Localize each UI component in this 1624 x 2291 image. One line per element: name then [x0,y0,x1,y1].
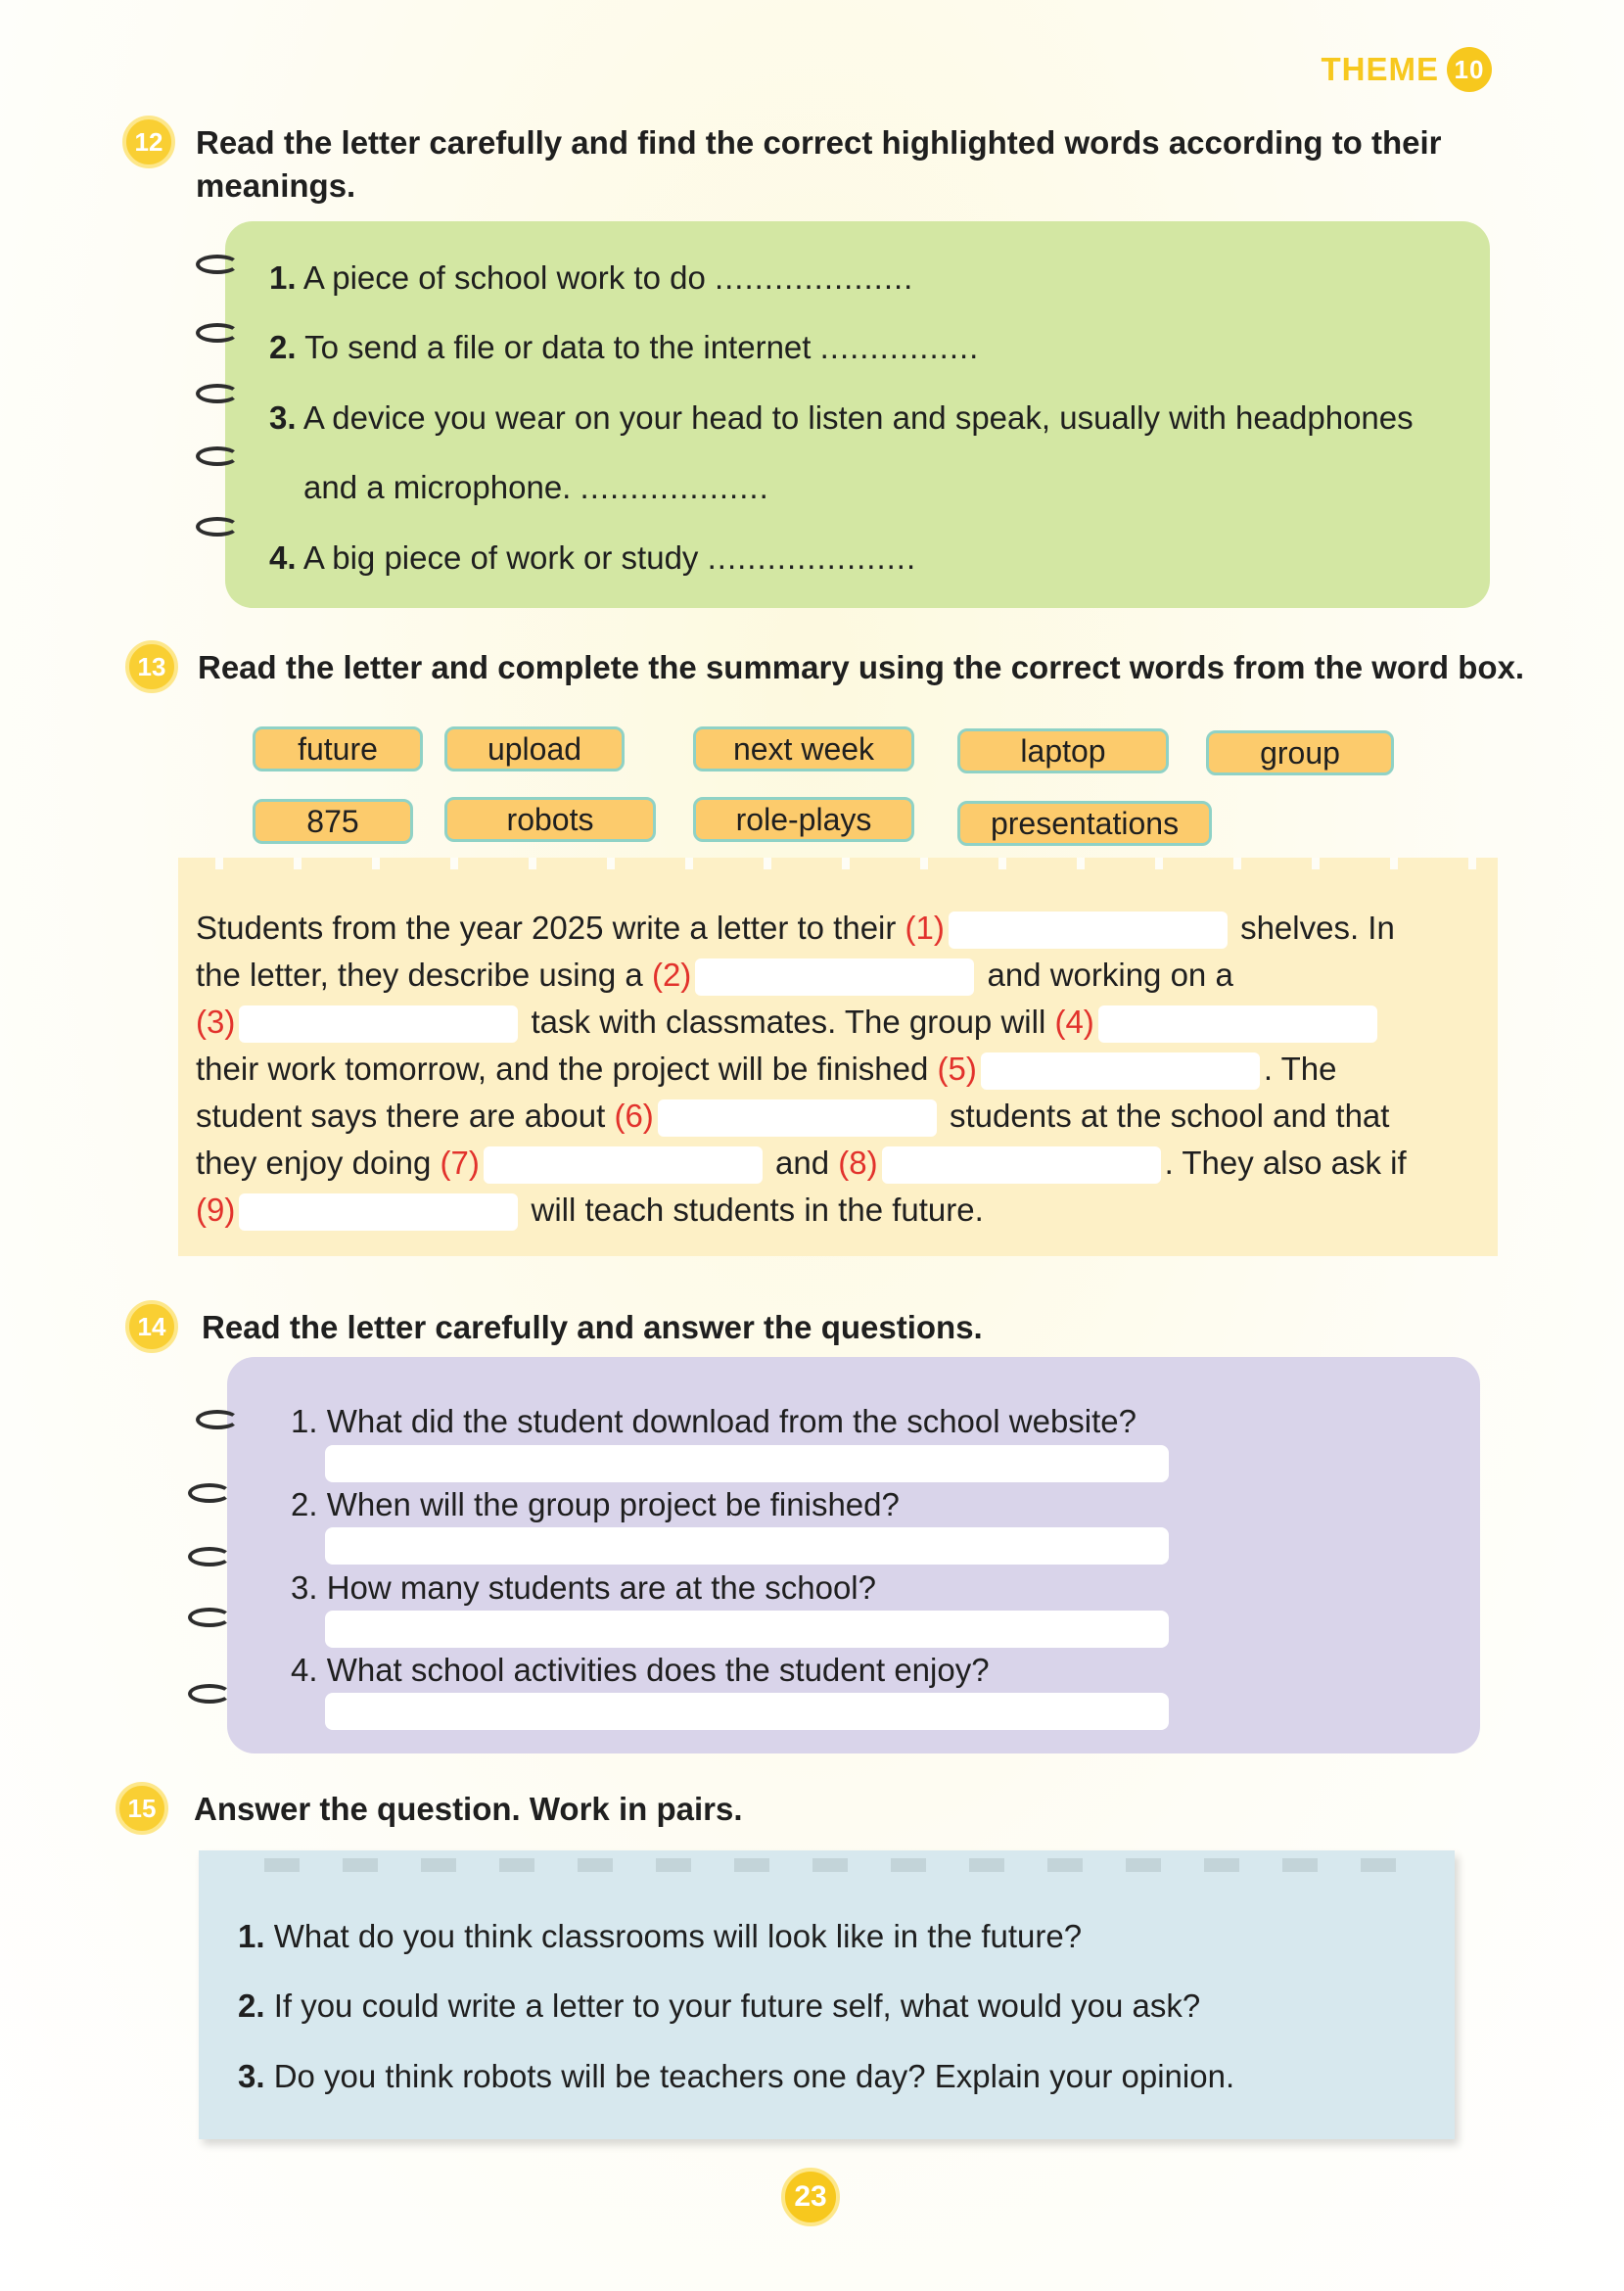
exercise-15-title: Answer the question. Work in pairs. [194,1791,743,1827]
item-number: 4. [269,539,297,576]
summary-text: they enjoy doing [196,1145,432,1181]
item-text: If you could write a letter to your future self, what would you ask? [273,1987,1201,2024]
summary-text: . The [1263,1051,1337,1087]
answer-blank[interactable] [658,1099,937,1137]
answer-field[interactable] [325,1445,1169,1482]
tape-strip [656,1858,691,1872]
exercise-12-item-continuation [303,466,769,509]
tape-strip [264,1858,300,1872]
summary-text: their work tomorrow, and the project will be finished [196,1051,929,1087]
summary-text: . They also ask if [1164,1145,1407,1181]
spiral-ring-icon [196,1410,239,1429]
word-chip[interactable]: presentations [957,801,1212,846]
discussion-question [238,1915,1082,1958]
exercise-14-number: 14 [125,1300,178,1353]
answer-blank[interactable] [239,1193,518,1231]
item-text: What do you think classrooms will look like in the future? [273,1918,1083,1954]
exercise-14-title: Read the letter carefully and answer the questions. [202,1309,983,1345]
answer-dots[interactable]: .................... [714,259,914,296]
word-chip[interactable]: next week [693,726,914,771]
item-text: A device you wear on your head to listen and speak, usually with headphones [302,399,1414,436]
spiral-ring-icon [196,517,239,537]
exercise-12-item [269,257,913,300]
summary-text: Students from the year 2025 write a letter to their [196,910,897,946]
discussion-question [238,2055,1234,2098]
answer-field[interactable] [325,1693,1169,1730]
blank-marker: (9) [196,1192,236,1228]
summary-text: the letter, they describe using a [196,957,643,993]
item-number: 3. [238,2058,265,2094]
word-chip[interactable]: group [1206,730,1394,775]
blank-marker: (8) [838,1145,878,1181]
blank-marker: (4) [1054,1004,1094,1040]
question-text: 1. What did the student download from the school website? [291,1403,1137,1439]
tape-strip [1126,1858,1161,1872]
question-text: 2. When will the group project be finished? [291,1486,900,1522]
summary-text: shelves. In [1240,910,1395,946]
theme-badge [1322,47,1493,92]
tape-strip [812,1858,848,1872]
answer-blank[interactable] [484,1146,763,1184]
spiral-ring-icon [196,323,239,343]
tape-strip [1282,1858,1318,1872]
tape-strip [969,1858,1004,1872]
item-text: A big piece of work or study [302,539,699,576]
question-text: 4. What school activities does the student enjoy? [291,1652,990,1688]
answer-blank[interactable] [882,1146,1161,1184]
tape-strip [578,1858,613,1872]
tape-strip [734,1858,769,1872]
word-chip[interactable]: role-plays [693,797,914,842]
word-chip[interactable]: upload [444,726,625,771]
answer-field[interactable] [325,1527,1169,1565]
exercise-13-title: Read the letter and complete the summary using the correct words from the word box. [198,649,1525,685]
exercise-12-number: 12 [122,116,175,168]
theme-label: THEME [1321,51,1439,87]
item-number: 3. [269,399,297,436]
item-text: A piece of school work to do [302,259,706,296]
item-text: To send a file or data to the internet [304,329,812,365]
blank-marker: (1) [905,910,945,946]
item-text: Do you think robots will be teachers one day? Explain your opinion. [273,2058,1235,2094]
tape-strip [891,1858,926,1872]
blank-marker: (3) [196,1004,236,1040]
exercise-13-number: 13 [125,640,178,693]
exercise-12-item [269,326,979,369]
item-number: 2. [238,1987,265,2024]
exercise-12-title-line2: meanings. [196,167,356,204]
answer-blank[interactable] [981,1052,1260,1090]
spiral-ring-icon [196,446,239,466]
tape-strip [499,1858,534,1872]
summary-paragraph [196,905,1478,1234]
word-chip[interactable]: robots [444,797,656,842]
answer-blank[interactable] [695,958,974,996]
tape-strip [343,1858,378,1872]
spiral-ring-icon [188,1684,231,1704]
summary-text: and working on a [987,957,1233,993]
word-chip[interactable]: laptop [957,728,1169,773]
tape-strip [421,1858,456,1872]
summary-text: student says there are about [196,1098,606,1134]
page-number: 23 [781,2168,840,2226]
summary-text: task with classmates. The group will [531,1004,1046,1040]
item-number: 1. [269,259,297,296]
blank-marker: (7) [440,1145,480,1181]
item-number: 2. [269,329,297,365]
spiral-ring-icon [196,384,239,403]
exercise-15-number: 15 [116,1782,168,1835]
word-chip[interactable]: 875 [253,799,413,844]
answer-blank[interactable] [1098,1005,1377,1043]
exercise-12-item [269,397,1414,440]
item-number: 1. [238,1918,265,1954]
tape-strip [1204,1858,1239,1872]
answer-field[interactable] [325,1611,1169,1648]
exercise-12-title-line1: Read the letter carefully and find the correct highlighted words according to their [196,124,1442,161]
answer-dots[interactable]: ..................... [707,539,917,576]
spiral-ring-icon [196,255,239,274]
spiral-ring-icon [188,1608,231,1627]
discussion-question [238,1985,1200,2028]
answer-blank[interactable] [949,912,1228,949]
blank-marker: (2) [651,957,692,993]
exercise-12-item [269,537,916,580]
summary-text: students at the school and that [949,1098,1390,1134]
tape-strip [1047,1858,1083,1872]
spiral-ring-icon [188,1547,231,1566]
item-text: and a microphone. [303,469,572,505]
summary-text: will teach students in the future. [531,1192,984,1228]
question-text: 3. How many students are at the school? [291,1569,876,1606]
blank-marker: (6) [614,1098,654,1134]
theme-number: 10 [1447,47,1492,92]
answer-dots[interactable]: ................ [819,329,980,365]
spiral-ring-icon [188,1483,231,1503]
answer-blank[interactable] [239,1005,518,1043]
answer-dots[interactable]: ................... [580,469,769,505]
blank-marker: (5) [937,1051,977,1087]
tape-strip [1361,1858,1396,1872]
word-chip[interactable]: future [253,726,423,771]
summary-text: and [775,1145,830,1181]
